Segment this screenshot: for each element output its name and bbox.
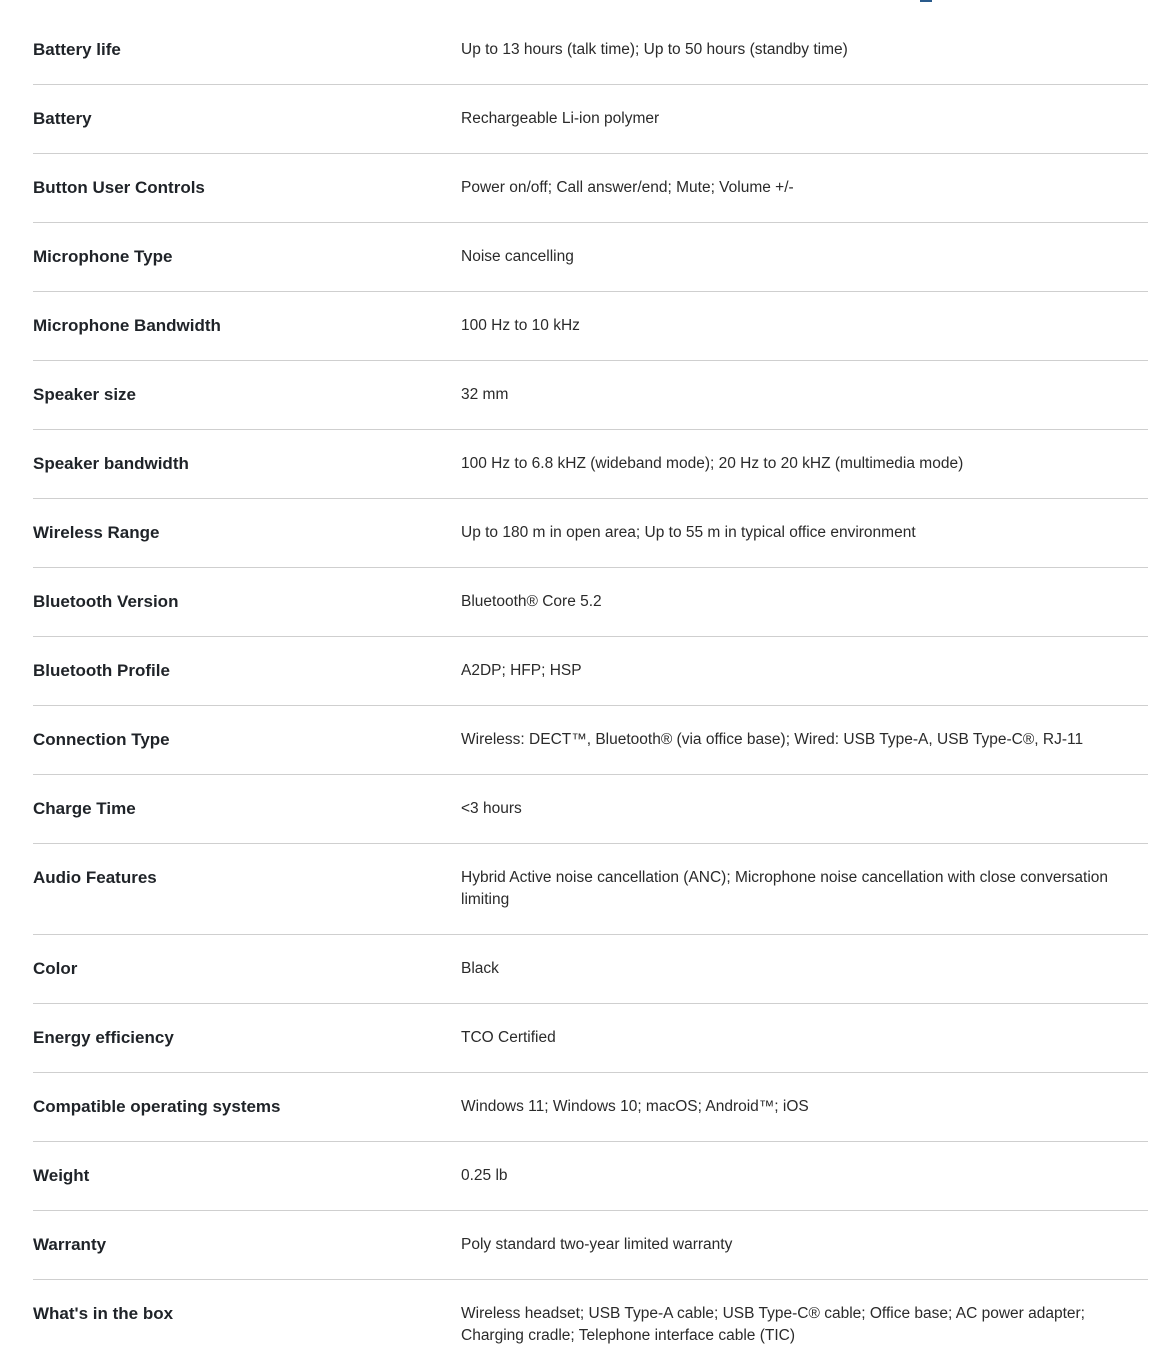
spec-label: Audio Features [33,868,157,887]
specifications-table [33,16,1148,1370]
spec-value: Rechargeable Li-ion polymer [461,110,660,127]
spec-label: What's in the box [33,1304,174,1323]
spec-row-bluetooth-version [33,568,1148,637]
spec-row-microphone-bandwidth [33,292,1148,361]
spec-label: Connection Type [33,730,170,749]
spec-value: Wireless: DECT™, Bluetooth® (via office base); Wired: USB Type-A, USB Type-C®, RJ-11 [461,731,1084,748]
spec-label: Button User Controls [33,178,205,197]
spec-value: Wireless headset; USB Type-A cable; USB Type-C® cable; Office base; AC power adapter; Charging cradle; Telephone interface cable (TIC) [461,1305,1085,1344]
spec-value: A2DP; HFP; HSP [461,662,582,679]
spec-row-audio-features [33,844,1148,935]
spec-row-battery-life [33,16,1148,85]
spec-value: Bluetooth® Core 5.2 [461,593,602,610]
spec-value: 32 mm [461,386,509,403]
spec-row-connection-type [33,706,1148,775]
spec-value: Up to 13 hours (talk time); Up to 50 hours (standby time) [461,41,848,58]
spec-row-whats-in-the-box [33,1280,1148,1370]
spec-label: Wireless Range [33,523,160,542]
spec-label: Compatible operating systems [33,1097,281,1116]
spec-row-compatible-operating-systems [33,1073,1148,1142]
spec-label: Speaker size [33,385,137,404]
spec-label: Battery [33,109,92,128]
spec-value: Up to 180 m in open area; Up to 55 m in typical office environment [461,524,916,541]
spec-row-button-user-controls [33,154,1148,223]
spec-label: Charge Time [33,799,136,818]
spec-label: Energy efficiency [33,1028,174,1047]
spec-row-energy-efficiency [33,1004,1148,1073]
spec-label: Warranty [33,1235,107,1254]
spec-row-charge-time [33,775,1148,844]
spec-row-battery [33,85,1148,154]
spec-value: Black [461,960,499,977]
spec-label: Battery life [33,40,121,59]
spec-value: Poly standard two-year limited warranty [461,1236,733,1253]
spec-label: Weight [33,1166,90,1185]
spec-value: Windows 11; Windows 10; macOS; Android™; iOS [461,1098,809,1115]
spec-row-warranty [33,1211,1148,1280]
scroll-indicator [920,0,932,2]
spec-value: 100 Hz to 10 kHz [461,317,580,334]
spec-value: TCO Certified [461,1029,556,1046]
spec-label: Bluetooth Profile [33,661,170,680]
spec-row-wireless-range [33,499,1148,568]
spec-value: 100 Hz to 6.8 kHZ (wideband mode); 20 Hz to 20 kHZ (multimedia mode) [461,455,964,472]
spec-row-weight [33,1142,1148,1211]
spec-value: 0.25 lb [461,1167,508,1184]
spec-value: Noise cancelling [461,248,574,265]
spec-value: Hybrid Active noise cancellation (ANC); Microphone noise cancellation with close conversation limiting [461,869,1109,908]
spec-label: Bluetooth Version [33,592,179,611]
spec-label: Color [33,959,78,978]
spec-value: Power on/off; Call answer/end; Mute; Volume +/- [461,179,794,196]
spec-row-bluetooth-profile [33,637,1148,706]
spec-label: Speaker bandwidth [33,454,189,473]
spec-label: Microphone Bandwidth [33,316,221,335]
spec-row-speaker-size [33,361,1148,430]
spec-row-microphone-type [33,223,1148,292]
spec-label: Microphone Type [33,247,173,266]
spec-row-color [33,935,1148,1004]
spec-value: <3 hours [461,800,522,817]
spec-row-speaker-bandwidth [33,430,1148,499]
